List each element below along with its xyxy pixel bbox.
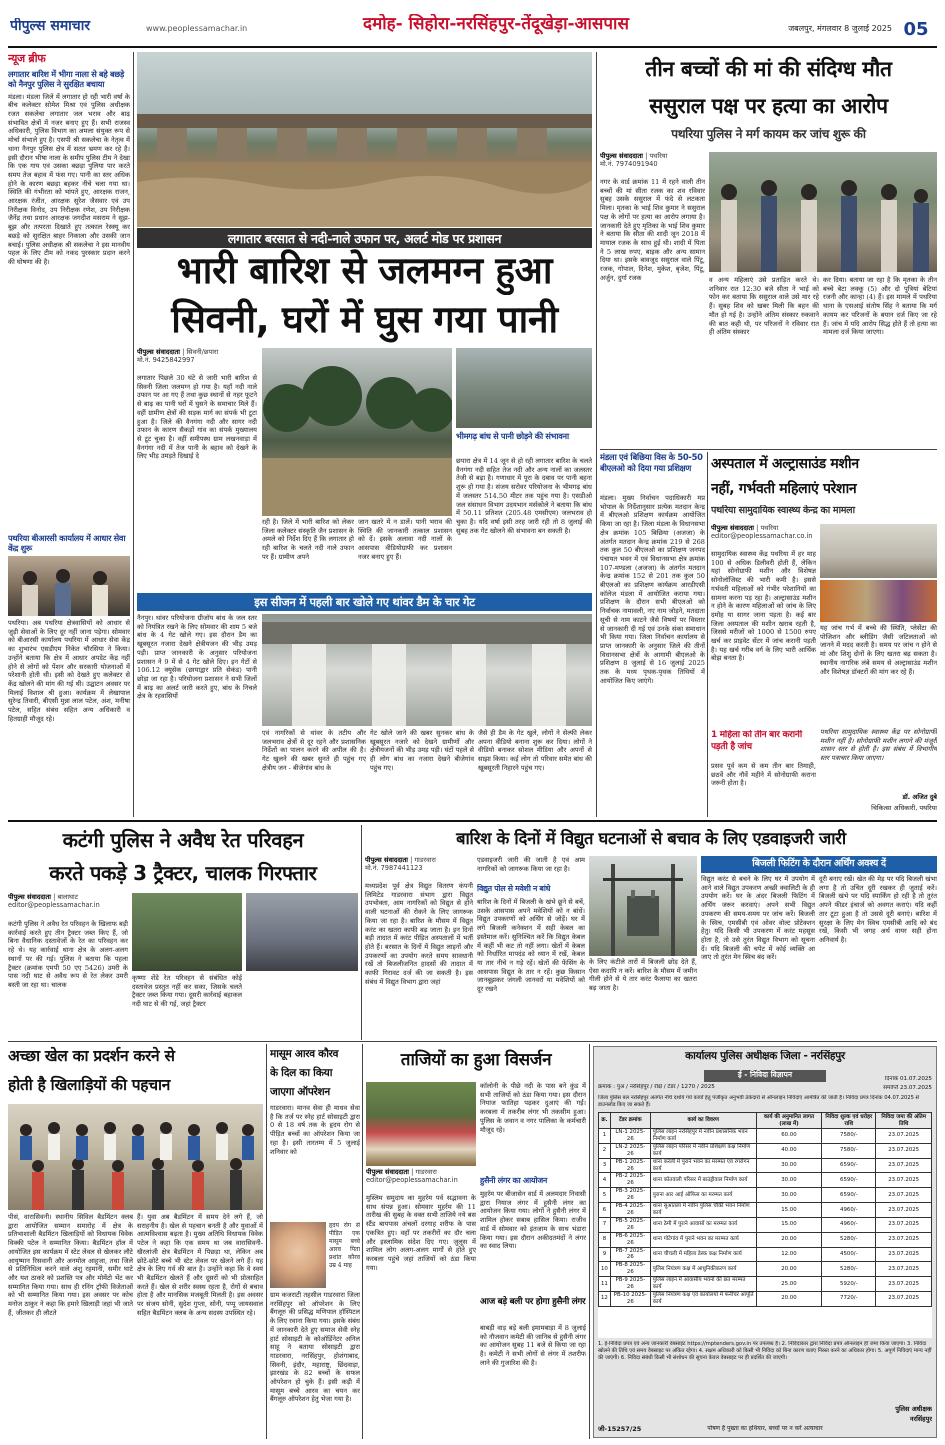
table-cell: 20.00 <box>756 1262 822 1277</box>
byline-org: पीपुल्स संवाददाता <box>711 524 755 532</box>
table-cell: 25.00 <box>756 1277 822 1292</box>
table-cell: 30.00 <box>756 1158 822 1173</box>
tazia-col-1: मुस्लिम समुदाय का मुहर्रम पर्व सद्भावना के साथ संपन्न हुआ। सोमवार मुहर्रम की 11 तारीख की सुबह के वक्त सभी ताजिये नये बस स्टैंड बायपास अंचलों दरगाह शरीफ के पास एकत्रित हुए। वहाँ पर तकरीरों का दौर चला और इस्लामिक संदेश दिए गए। जुलूस में शामिल लोग अलग-अलग मार्गों से होते हुए करबला पहुंचे जहां ताजियों को ठंडा किया गया। <box>366 1194 476 1272</box>
byline-org: पीपुल्स संवाददाता <box>600 152 644 160</box>
sand-tractor-photo <box>246 893 358 971</box>
tender-col-header: कार्य का विवरण <box>650 1113 756 1129</box>
tender-header-row <box>599 1113 932 1129</box>
byline-place: सिवनी/छपारा <box>186 348 219 356</box>
sports-col-2: हैं। युवा अब बैडमिंटन में समय देने लगे हैं, जो सराहनीय है। खेल से पहचान बनती है और युवाओं में आत्मविश्वास बढ़ता है। मुख्य अतिथि विधायक विवेक पटेल ने कहा कि एक समय था जब वारासिवनी-खैरलांजी क्षेत्र बैडमिंटन में पिछड़ा था, लेकिन अब छोटे-छोटे बच्चे भी स्टेट लेवल पर खेलने लगे हैं। यह क्षेत्र के लिए गर्व की बात है। उन्होंने कहा कि वे स्वयं भी बैडमिंटन खेलते हैं और दूसरों को भी प्रोत्साहित करते हैं। खेल से शरीर स्वस्थ रहता है, रोगों से बचाव होता है और मानसिक मजबूती मिलती है। इस अवसर पर संजय सोनी, सुदेश गुप्ता, सोनी, पप्पू जायसवाल सहित बैडमिंटन क्लब के अन्य सदस्य उपस्थित रहे। <box>137 1213 263 1317</box>
table-cell: पुलिस लाइन में आवासीय भवनों की छत मरम्मत कार्य <box>650 1277 756 1292</box>
table-cell: 4960/- <box>822 1203 876 1218</box>
brief-body: मंडला। मंडला जिले में लगातार हो रही भारी वर्षा के बीच कलेक्टर सोमेश मिश्रा एवं पुलिस अधीक्षक रजत सकलेचा लगातार जल भराव और बाढ़ संभावित क्षेत्रों में नजर बनाए हुए हैं। सभी राजस्व अधिकारी, पुलिस विभाग का अमला संयुक्त रूप से मोर्चा संभाले हुए है। एसपी श्री सकलेचा के नेतृत्व में थाना नैनपुर पुलिस क्षेत्र में सतत भ्रमण कर रहे है। इसी दौरान भीषा नाला के समीप पुलिस टीम ने देखा कि एक गाय एवं उसका बछड़ा पुलिया पार करते समय तेज बहाव में फंस गए। पानी का स्तर अधिक होने के कारण बछड़ा बहकर नीचे चला गया था। स्थिति की गंभीरता को भांपते हुए, आरक्षक राजन, आरक्षक रंजीत, आरक्षक सुरेश जैसवार एवं उप निरीक्षक विनोद, उप निरीक्षक रणेश, उप निरीक्षक जैनेंद्र तथा प्रधान आरक्षक जगदीश मसराम ने सूझ-बूझ और तत्परता दिखाते हुए तत्काल रेस्क्यू कर बछड़े को सुरक्षित बाहर निकाला और उसकी जान बचाई। पुलिस अधीक्षक श्री सकलेचा ने इस मानवीय पहल के लिए टीम को नकद पुरस्कार प्रदान करने की घोषणा की है। <box>8 92 130 266</box>
byline-place: पथरिया <box>649 152 668 160</box>
table-cell: थाना सुआतला में नवीन पुलिस चौकी भवन निर्माण कार्य <box>650 1203 756 1218</box>
thanwar-headline: इस सीजन में पहली बार खोले गए थांवर डैम के चार गेट <box>137 593 592 611</box>
table-row <box>599 1277 932 1292</box>
table-cell: पुराना आर आई ऑफिस का मरम्मत कार्य <box>650 1188 756 1203</box>
electric-byline: पीपुल्स संवाददाता | गाडरवारा मो.नं. 7987441123 <box>365 856 473 880</box>
table-cell: पुलिस लाइन परिसर में नवीन प्रशिक्षण कक्ष निर्माण कार्य <box>650 1143 756 1158</box>
table-cell: 10 <box>599 1262 611 1277</box>
masthead-rule <box>8 46 937 48</box>
table-cell: 11 <box>599 1277 611 1292</box>
table-cell: 6590/- <box>822 1158 876 1173</box>
electric-sidebar-col-1: विद्युत करंट से बचने के लिए घर में उपयोग में आने वाले विद्युत उपकरण अच्छी क्वालिटी के ही उपयोग करें। घर के अंदर बिजली फिटिंग में अर्थिंग जरूर करवाएं। अपने सभी विद्युत उपकरण की समय-समय पर जांच करें। बिजली के स्विच, एमसीबी एवं ओवर वोल्ट प्रोटेक्शन हेतु। यदि किसी भी उपकरण में करंट महसूस होता है, तो उसे तुरंत विद्युत विभाग को सूचना दें। यदि बिजली की चपेट में कोई व्यक्ति आ जाए तो तुरंत मेन स्विच बंद करें। <box>701 875 815 962</box>
table-cell: 6590/- <box>822 1188 876 1203</box>
byline-place: गाडरवारा <box>415 1168 437 1176</box>
table-cell: 30.00 <box>756 1188 822 1203</box>
table-cell: 7580/- <box>822 1129 876 1144</box>
tender-end-date: समाप्ति 23.07.2025 <box>883 1085 932 1091</box>
table-cell: 23.07.2025 <box>876 1173 932 1188</box>
sand-headline-1: कटंगी पुलिस ने अवैध रेत परिवहन <box>62 828 304 852</box>
bridge-arches-icon <box>137 52 592 227</box>
table-cell: 23.07.2025 <box>876 1129 932 1144</box>
table-cell: 12 <box>599 1291 611 1306</box>
byline-mobile: मो.नं. 9425842997 <box>137 356 195 365</box>
table-cell: 3 <box>599 1158 611 1173</box>
table-cell: 8 <box>599 1232 611 1247</box>
sand-col-1: कटंगी पुलिस ने अवैध रेत परिवहन के खिलाफ बड़ी कार्रवाई करते हुए तीन ट्रैक्टर जब्त किए हैं, जो बिना वैधानिक दस्तावेजों के रेत का परिवहन कर रहे थे। यह कार्रवाई थाना क्षेत्र के अलग-अलग स्थानों पर की गई। पुलिस ने बताया कि पहला ट्रैक्टर (क्रमांक एमपी 50 एए 5426) उमरी के पास नदी घाट से अवैध रूप से रेत लेकर उमरी बस्ती जा रहा था। चालक <box>8 920 128 989</box>
table-cell: 23.07.2025 <box>876 1203 932 1218</box>
section-divider <box>600 449 937 450</box>
tender-table <box>598 1112 932 1307</box>
tazia-photo <box>366 1082 476 1166</box>
brief-label: न्यूज ब्रीफ <box>8 52 46 65</box>
table-cell: 5920/- <box>822 1277 876 1292</box>
flood-headline-1: भारी बारिश से जलमग्न हुआ <box>176 249 553 292</box>
hospital-headline-1: अस्पताल में अल्ट्रासाउंड मशीन <box>711 456 859 472</box>
flood-col-2: रही है। जिले में भारी बारिश को लेकर जिला कलेक्टर संस्कृति जैन प्रशासन के अमले को निर्देश दिए हैं कि लगातार हो रही बारिश के चलते नदी नाले उफान पर हैं। ग्रामीण अपने <box>262 518 354 561</box>
byline-email: editor@peoplessamachar.in <box>366 1176 458 1185</box>
tender-slogan: पोषण है पुख्ता का हथियार, बच्चों पर न करें अत्याचार <box>707 1425 823 1432</box>
thanwar-col-4: जैसे ही डैम के गेट खुले, लोगों ने सेल्फी लेकर अपना वीडियो बनाना शुरू कर दिया। लोगों ने वीडियो बनाकर सोशल मीडिया और अपनों से साझा किया। कई लोग तो परिवार समेत बांध की खूबसूरती निहारने पहुंच गए। <box>478 729 592 772</box>
table-cell: 1 <box>599 1129 611 1144</box>
table-cell: 30.00 <box>756 1173 822 1188</box>
table-cell: 23.07.2025 <box>876 1143 932 1158</box>
people-silhouettes-icon <box>8 556 130 616</box>
child-side: हृदय रोग से पीड़ित एक मासूम बच्चे आरव पिता प्रशांत कौरव उम्र 4 माह <box>329 1222 360 1269</box>
death-col-3: कर दिया। बताया जा रहा है कि मृतका के तीन बच्चे बेटा लक्कू (5) और दो पुत्रियां बेटियां रजनी और कान्हा (4) हैं। इस मामले में पथरिया थाना के एसआई संतोष सिंह ने बताया कि मर्ग कायम कर परिजनों के बयान दर्ज किए जा रहे हैं। जांच में यदि आरोप सिद्ध होते हैं तो हत्या का मामला दर्ज किया जाएगा। <box>823 276 937 337</box>
table-row <box>599 1232 932 1247</box>
table-cell: 4960/- <box>822 1217 876 1232</box>
byline-mobile: मो.नं. 7987441123 <box>365 864 423 873</box>
tender-col-header: कार्य की अनुमानित लागत (लाख में) <box>756 1113 822 1129</box>
table-cell: 23.07.2025 <box>876 1188 932 1203</box>
table-row <box>599 1247 932 1262</box>
flood-headline-2: सिवनी, घरों में घुस गया पानी <box>171 298 558 341</box>
website: www.peoplessamachar.in <box>146 24 248 33</box>
table-cell: पुलिस नियंत्रण कक्ष में आधुनिकीकरण कार्य <box>650 1262 756 1277</box>
byline-place: पथरिया <box>760 524 779 532</box>
table-cell: 23.07.2025 <box>876 1217 932 1232</box>
tender-col-header: निविदा जमा की अंतिम तिथि <box>876 1113 932 1129</box>
thanwar-dam-photo <box>262 614 592 726</box>
table-cell: PB-8 2025-26 <box>610 1262 650 1277</box>
column-divider <box>133 52 134 817</box>
brief-headline-2: पथरिया बीआरसी कार्यालय में आधार सेवा केंद्र शुरू <box>8 532 126 553</box>
table-cell: PB-7 2025-26 <box>610 1247 650 1262</box>
transformer-icon <box>589 856 697 956</box>
tender-notes: 1. ई-निविदा प्रपत्र एवं अन्य जानकारी वेबसाइट https://mptenders.gov.in पर उपलब्ध है। 2. निविदाकार द्वारा निविदा प्रपत्र ऑनलाइन ही जमा किया जाएगा। 3. निविदा खोलने की तिथि एवं समय वेबसाइट पर अंकित रहेगा। 4. सक्षम अधिकारी को किसी भी निविदा को बिना कारण बताए निरस्त करने का अधिकार होगा। 5. अपूर्ण निविदाएं मान्य नहीं की जाएंगी। 6. निविदा संबंधी किसी भी संशोधन की सूचना केवल वेबसाइट पर ही प्रदर्शित की जाएगी। <box>598 1341 932 1362</box>
tazia-headline: ताजियों का हुआ विसर्जन <box>400 1050 552 1070</box>
table-row <box>599 1173 932 1188</box>
tazia-col-2b: मुहर्रम पर बीजासेन वार्ड में अलमदार निवासी द्वारा नियाज लंगर में हुसैनी लंगर का आयोजन किया गया। लोगों ने हुसैनी लंगर में शामिल होकर सबाब हासिल किया। राजीव वार्ड में सोमवार को इंतजाम के साथ भंडारा किया गया। इस दौरान अकीदतमंदों ने लंगर का स्वाद लिया। <box>480 1190 586 1251</box>
table-cell: पुलिस लाइन नरसिंहपुर में नवीन प्रशासनिक भवन निर्माण कार्य <box>650 1129 756 1144</box>
table-cell: 23.07.2025 <box>876 1277 932 1292</box>
table-cell: 2 <box>599 1143 611 1158</box>
child-photo <box>270 1222 326 1288</box>
thanwar-col-2: एवं नागरिकों से थांवर के तटीय और जलभराव क्षेत्रों से दूर रहने और प्रशासनिक निर्देशों का पालन करने की अपील की है। गेट खुलने की खबर सुनते ही पहुंच गए क्षेत्रीय जन - बीजेगांव बांध के <box>262 729 366 772</box>
table-cell: 7 <box>599 1217 611 1232</box>
table-cell: थाना ठेमी में पुराने आवासों का मरम्मत कार्य <box>650 1217 756 1232</box>
table-cell: 7720/- <box>822 1291 876 1306</box>
table-cell: 6590/- <box>822 1173 876 1188</box>
table-row <box>599 1262 932 1277</box>
table-row <box>599 1217 932 1232</box>
dateline: जबलपुर, मंगलवार 8 जुलाई 2025 <box>788 24 892 33</box>
electric-col-2: एडवाइजरी जारी की जाती है एवं आम नागरिकों को जागरूक किया जा रहा है। <box>477 856 585 873</box>
tender-intro: जिला पुलिस बल नरसिंहपुर अंतर्गत नीचे दर्शाये गये कार्यों हेतु पंजीकृत अनुभवी ठेकेदारों से ऑनलाइन निविदाएं आमंत्रित की जाती हैं। निविदा प्रपत्र दिनांक 04.07.2025 से डाउनलोड किए जा सकते हैं। <box>598 1095 920 1108</box>
thanwar-col-1: नैनपुर। थांवर परियोजना ग्रीजॉय बांध के जल स्तर को नियंत्रित रखने के लिए सोमवार की शाम 5 बजे बांध के 4 गेट खोले गए। इस दौरान डैम का खूबसूरत नजारा देखने क्षेत्रीयजन की भीड़ उमड़ पड़ी। प्राप्त जानकारी के अनुसार परियोजना प्रशासन ने 9 में से 4 गेट खोले दिए। इन गेटों से 106.12 क्यूसेक (छायाद्वार प्रति सेकंड) पानी छोड़ा जा रहा है। परियोजना प्रशासन ने सभी जिलों में बाढ़ का अलर्ट जारी करते हुए, बांध के निचले क्षेत्र के रहवासियों <box>137 614 257 701</box>
flood-bridge-photo <box>137 52 592 227</box>
table-cell: 6 <box>599 1203 611 1218</box>
table-cell: 20.00 <box>756 1291 822 1306</box>
byline-mobile: मो.नं. 7974091940 <box>600 160 658 169</box>
sand-police-photo <box>132 893 242 971</box>
section-divider <box>8 1041 937 1042</box>
table-cell: LN-2 2025-26 <box>610 1143 650 1158</box>
bhimgarh-body: छपारा क्षेत्र में 14 जून से हो रही लगातार बारिश के चलते वैनगंगा नदी सहित तेज नदी और अन्य नालों का जलस्तर तेजी से बढ़ा है। गणाधार में पूरा के दबाव पर पानी बहना शुरू हो गया है। संजय सरोवर परियोजना के भीमगढ़ बांध में जलस्तर 514.50 मीटर तक पहुंच गया है। एसडीओ जल संसाधन विभाग उदयभान मर्सकोले ने बताया कि बांध में 50.11 प्रतिशत (205.48 एमसीएम) जलभराव हो चुका है। यदि वर्षा इसी तरह जारी रही तो 8 जुलाई की सुबह तक गेट खोलने की संभावना बन सकती है। <box>456 457 592 535</box>
column-divider <box>266 1044 267 1439</box>
brief-headline: लगातार बारिश में भीगा नाला से बहे बछड़े को नैनपुर पुलिस ने सुरक्षित बचाया <box>8 69 124 90</box>
hospital-col-1: सामुदायिक स्वास्थ्य केंद्र पथरिया में हर माह 100 से अधिक डिलीवरी होती हैं, लेकिन यहां सोनोग्राफी मशीन और विशेषज्ञ सोनोलॉजिस्ट की भारी कमी है। इससे गर्भवती महिलाओं को गंभीर परेशानियों का सामना करना पड़ रहा है। अल्ट्रासाउंड मशीन न होने के कारण महिलाओं को जांच के लिए दमोह या सागर जाना पड़ता है। कई बार जिला अस्पताल की मशीन खराब रहती है, जिससे मरीजों को 1000 से 1500 रुपए खर्च कर प्राइवेट सेंटर में जांच करानी पड़ती है। यह खर्च गरीब वर्ग के लिए भारी आर्थिक बोझ बनता है। <box>711 550 816 663</box>
death-subhead: पथरिया पुलिस ने मर्ग कायम कर जांच शुरू की <box>671 127 866 141</box>
byline-email: editor@peoplessamachar.in <box>8 901 100 910</box>
dam-gates-icon <box>262 614 592 726</box>
masthead <box>0 0 945 48</box>
hospital-subhead: पथरिया सामुदायिक स्वास्थ्य केन्द्र का मामला <box>711 505 855 516</box>
flood-col-3: जान खतरे में न डालें। पानी भराव की स्थिति की जानकारी तत्काल प्रशासन को दें। इसके अलावा नदी नालों के आसपास वीडियोग्राफी कर प्रशासन नजर बनाए हुए हैं। <box>358 518 452 561</box>
trees-icon <box>262 348 452 516</box>
table-cell: थाना चीचली में महिला डेस्क कक्ष निर्माण कार्य <box>650 1247 756 1262</box>
tazia-col-3: बाबड़ी वाड़ बड़े बली इमामबाड़ा में 8 जुलाई को नौजवान कमेटी की जानिब से हुसैनी लंगर का आयोजन सुबह 11 बजे से किया जा रहा है। कमेटी ने सभी लोगों से लंगर में तशरीफ लाने की गुजारिश की है। <box>480 1324 586 1367</box>
table-row <box>599 1188 932 1203</box>
table-cell: 23.07.2025 <box>876 1262 932 1277</box>
tender-title: ई - निविदा विज्ञापन <box>704 1070 826 1082</box>
table-cell: 23.07.2025 <box>876 1247 932 1262</box>
region-title: दमोह- सिहोरा-नरसिंहपुर-तेंदूखेड़ा-आसपास <box>363 14 629 34</box>
child-body: गाडरवारा। मानव सेवा ही माधव सेवा है कि तर्ज पर स्नेह हार्ट सोसाइटी द्वारा 0 से 18 वर्ष तक के हृदय रोग से पीड़ित बच्चों का ऑपरेशन किया जा रहा है। इसी तारतम्य में 5 जुलाई शनिवार को <box>270 1104 360 1156</box>
table-cell: PB-9 2025-26 <box>610 1277 650 1292</box>
tazia-sub-1: हुसैनी लंगर का आयोजन <box>480 1176 548 1185</box>
hospital-quote-body: प्रसव पूर्व कम से कम तीन बार तिमाही, छठवें और नौवें महीने में सोनोग्राफी कराना जरूरी होता है। <box>711 762 816 788</box>
page-number: 05 <box>903 19 929 40</box>
table-cell: 23.07.2025 <box>876 1232 932 1247</box>
flood-street-photo <box>262 348 452 516</box>
thanwar-col-3: गेट खोले जाने की खबर सुनकर बांध के खूबसूरत नजारे को देखने ग्रामीणों और क्षेत्रीयजनों की भीड़ उमड़ पड़ी। घंटों पहले से ही लोग बांध का नजारा देखने बीजेगांव पहुंच गए। <box>370 729 474 772</box>
hospital-quote-head: 1 महिला को तीन बार करानी पड़ती है जांच <box>711 730 802 752</box>
table-cell: PB-4 2025-26 <box>610 1203 650 1218</box>
table-row <box>599 1129 932 1144</box>
table-cell: 5280/- <box>822 1232 876 1247</box>
child-headline-3: जाएगा ऑपरेशन <box>270 1086 330 1098</box>
table-cell: 23.07.2025 <box>876 1158 932 1173</box>
death-col-2: व अन्य महिलाएं उसे प्रताड़ित करते थे। शनिवार रात 12:30 बजे सीता ने भाई को फोन कर बताया कि ससुराल वाले उसे मार रहे हैं। सुबह शिव को खबर मिली कि बहन की मौत हो गई है। उन्होंने अंतिम संस्कार रुकवाने की बात कही थी, पर परिजनों ने रविवार रात ही अंतिम संस्कार <box>709 276 819 337</box>
column-divider <box>596 52 597 817</box>
table-cell: PB-6 2025-26 <box>610 1232 650 1247</box>
electric-col-1: मध्यप्रदेश पूर्व क्षेत्र विद्युत वितरण कंपनी लिमिटेड गाडरवारा संभाग द्वारा विद्युत उपभोक्ता, आम नागरिकों को विद्युत से होने वाली घटनाओं की रोकने के लिए जागरूक किया जा रहा है। बारिश के मौसम में विद्युत करंट का खतरा काफी बढ़ जाता है। इन दिनों बड़ी तादात में करंट पीड़ित अस्पतालों में भर्ती होते हैं। बरसात के दिनों में विद्युत लाइनों और उपकरणों का उपयोग करते समय सावधानी रखें तो बिजलीजनित हादसों की तादात में काफी गिरावट दर्ज की जा सकती है। इस संबंध में विद्युत विभाग द्वारा जहां <box>365 882 473 986</box>
hospital-col-2: यह जांच गर्भ में बच्चे की स्थिति, प्लेसेंटा की पोजिशन और ब्लीडिंग जैसी जटिलताओं को जानने में मदद करती है। समय पर जांच न होने से मां और शिशु दोनों के लिए खतरा बढ़ सकता है। स्थानीय नागरिक लंबे समय से अल्ट्रासाउंड मशीन और विशेषज्ञ डॉक्टरों की मांग कर रहे हैं। <box>820 624 937 676</box>
table-cell: 5 <box>599 1188 611 1203</box>
hospital-waiting-photo <box>820 580 937 622</box>
hospital-officer-name: डॉ. अजित दुबे <box>902 793 937 801</box>
people-silhouettes-icon <box>709 152 937 272</box>
column-divider <box>361 825 362 1040</box>
table-cell: थाना गोटेगांव में पुराने भवन का मरम्मत कार्य <box>650 1232 756 1247</box>
death-byline: पीपुल्स संवाददाता | पथरिया मो.नं. 7974091940 <box>600 152 705 176</box>
table-cell: थाना करेली में पुराने भवन का मरम्मत एवं रंगरोगन कार्य <box>650 1158 756 1173</box>
tender-ref: जी-15257/25 <box>598 1425 642 1433</box>
byline-place: गाडरवारा <box>414 856 436 864</box>
hospital-byline: पीपुल्स संवाददाता | पथरिया editor@peoplessamachar.co.in <box>711 524 816 548</box>
table-cell: 15.00 <box>756 1217 822 1232</box>
byline-org: पीपुल्स संवाददाता <box>365 856 409 864</box>
child-col-2: ग्राम कजराटी तहसील गाडरवारा जिला नरसिंहपुर को ऑपरेशन के लिए बैंगलूरु की प्रसिद्ध मणिपाल हॉस्पिटल के लिए रवाना किया गया। इसके संबंध में जानकारी देते हुए समाज सेवी स्नेह हार्ट सोसाइटी के कोऑर्डिनेटर अनिल साहू ने बताया सोसाइटी द्वारा गाडरवारा, नरसिंहपुर, होशंगाबाद, सिवनी, इंदौर, महाराष्ट्र, छिंदवाड़ा, झारखंड के 82 बच्चों के सफल ऑपरेशन हो चुके हैं। इसी कड़ी में मासूम बच्चे आरव का चयन कर बैंगलूरु ऑपरेशन हेतु भेजा गया है। <box>270 1291 360 1404</box>
electric-headline: बारिश के दिनों में विद्युत घटनाओं से बचाव के लिए एडवाइजरी जारी <box>456 829 846 848</box>
table-row <box>599 1158 932 1173</box>
table-row <box>599 1143 932 1158</box>
table-cell: PB-2 2025-26 <box>610 1173 650 1188</box>
sand-col-2: कृष्णा शेंडे रेत परिवहन से संबंधित कोई दस्तावेज प्रस्तुत नहीं कर सका, जिसके चलते ट्रैक्टर जब्त किया गया। दूसरी कार्रवाई बहाकल नदी घाट से की गई, जहां ट्रैक्टर <box>132 974 242 1009</box>
transformer-photo <box>589 856 697 956</box>
death-headline-2: ससुराल पक्ष पर हत्या का आरोप <box>649 94 888 118</box>
table-cell: 4 <box>599 1173 611 1188</box>
sports-headline-2: होती है खिलाड़ियों की पहचान <box>8 1076 171 1094</box>
table-cell: PB-1 2025-26 <box>610 1158 650 1173</box>
bhimgarh-dam-photo <box>456 348 592 428</box>
tazia-sub-2: आज बड़े बली पर होगा हुसैनी लंगर <box>480 1297 586 1307</box>
section-divider <box>8 820 937 822</box>
table-row <box>599 1291 932 1306</box>
bhimgarh-headline: भीमगढ़ बांध से पानी छोड़ने की संभावना <box>456 431 569 441</box>
tender-office: कार्यालय पुलिस अधीक्षक जिला - नरसिंहपुर <box>685 1050 845 1062</box>
byline-org: पीपुल्स संवाददाता <box>366 1168 410 1176</box>
sports-team-photo <box>8 1104 263 1210</box>
table-cell: थाना कोतवाली परिसर में बाउंड्रीवाल निर्माण कार्य <box>650 1173 756 1188</box>
tender-col-header: निविदा शुल्क एवं धरोहर राशि <box>822 1113 876 1129</box>
table-cell: 20.00 <box>756 1232 822 1247</box>
tender-signatory: पुलिस अधीक्षक <box>895 1405 932 1413</box>
table-cell: LN-1 2025-26 <box>610 1129 650 1144</box>
booth-headline: मंडला एवं बिछिया विस के 50-50 बीएलओ को दिया गया प्रशिक्षण <box>600 452 703 473</box>
tender-col-header: क्र. <box>599 1113 611 1129</box>
child-headline-1: मासूम आरव कौरव <box>270 1048 339 1060</box>
tender-notice-no: क्रमांक : पुअ / नरसिंहपुर / रक्षि / टेंडर / 1270 / 2025 <box>598 1084 715 1090</box>
electric-col-2b: बारिश के दिनों में बिजली के खंभे छूने से बचें, उसके आसपास अपने मवेशियों को न बांधें। विद्युत उपकरणों को अर्थिंग से जोड़ें। घर में लगे बिजली कनेक्शन में सही केबल का इस्तेमाल करें। सुनिश्चित करें कि विद्युत केबल में कहीं भी कट तो नहीं लगा। खेतों में केबल को निर्धारित मापदंड को ध्यान में रखें, केबल या तार नीचे न गड़े रहें। खेतों की फेंसिंग के आसपास विद्युत के तार न रहें। कुछ किसान जानबूझकर जंगली जानवरों या मवेशियों को दूर रखने <box>477 898 585 994</box>
byline-org: पीपुल्स संवाददाता <box>137 348 181 356</box>
byline-place: बालाघाट <box>57 893 79 901</box>
table-cell: 23.07.2025 <box>876 1291 932 1306</box>
flood-col-1: लगातार पिछले 30 घंटे से जारी भारी बारिश से सिवनी जिला जलमग्न हो गया है। यहाँ नदी नाले उफान पर आ गए हैं तथा कुछ स्थानों से नहर फूटने से बाढ़ का पानी घरों में घुसने के समाचार मिले हैं। वहीं ग्रामीण क्षेत्रों की सड़क मार्ग का संपर्क भी टूटा हुआ है। जिले की वैनगंगा नदी और सागर नदी उफान के कारण सैकड़ों गांव का संपर्क मुख्यालय से टूट चुका है। वहीं समीपस्थ ग्राम लखनवाड़ा में वैनगंगा नदी में तेज पानी के बहाव को देखने के लिए भीड़ उमड़ते दिखाई दे <box>137 374 257 461</box>
table-cell: 9 <box>599 1247 611 1262</box>
tender-table-wrap <box>598 1112 932 1338</box>
tender-col-header: टेंडर क्रमांक <box>610 1113 650 1129</box>
flood-kicker: लगातार बरसात से नदी-नाले उफान पर, अलर्ट मोड पर प्रशासन <box>137 228 592 248</box>
byline-org: पीपुल्स संवाददाता <box>8 893 52 901</box>
column-divider <box>362 1044 363 1439</box>
brand-logo: पीपुल्स समाचार <box>10 18 91 34</box>
tender-notice <box>593 1046 937 1438</box>
column-divider <box>589 1044 590 1439</box>
tazia-col-2: कॉलोनी के पीछे नदी के पास बने कुंड में सभी ताजियों को ठंडा किया गया। इस दौरान नियाज फातिहा पढ़कर दुआएं की गईं। करबला में तकरीब लंगर भी तकसीम हुआ। पुलिस के जवान व नगर पालिका के कर्मचारी मौजूद रहे। <box>480 1082 586 1134</box>
booth-body: मंडला। मुख्य निर्वाचन पदाधिकारी मप्र भोपाल के निर्देशानुसार प्रत्येक मतदान केन्द्र में बीएलओ प्रशिक्षण कार्यक्रम आयोजित किया जा रहा है। जिला मंडला के विधानसभा क्षेत्र क्रमांक 105 बिछिया (अजजा) के अंतर्गत मतदान केन्द्र क्रमांक 219 से 268 तक कुल 50 बीएलओ का प्रशिक्षण जनपद पंचायत भवन में एवं विधानसभा क्षेत्र क्रमांक 107-मण्डला (अजजा) के अंतर्गत मतदान केन्द्र क्रमांक 152 से 201 तक कुल 50 बीएलओ का प्रशिक्षण कार्यक्रम आरडीएसी कॉलेज मंडला में आयोजित कराया गया। प्रशिक्षण के दौरान सभी बीएलओ को निर्वाचक नामावली, नए नाम जोड़ने, मतदाता सूची से नाम काटने जैसे विषयों पर विस्तार से जानकारी दी गई एवं उनके संका समाधान भी किया गया। जिला निर्वाचन कार्यालय से प्राप्त जानकारी के अनुसार जिले की तीनों विधानसभा क्षेत्रों के आगामी बीएलओ के प्रशिक्षण 8 जुलाई से 16 जुलाई 2025 तक के मध्य पृथक-पृथक तिथियों में आयोजित किए जाएंगे। <box>600 494 705 685</box>
death-crowd-photo <box>709 152 937 272</box>
hospital-headline-2: नहीं, गर्भवती महिलाएं परेशान <box>711 481 857 497</box>
sports-body: पीसं, वारासिवनी। स्थानीय सिविल बैडमिंटन क्लब द्वारा आयोजित सम्मान समारोह में क्षेत्र के प्रतिभाशाली बैडमिंटन खिलाड़ियों को विधायक विवेक विक्की पटेल ने सम्मानित किया। बैडमिंटन हॉल में आयोजित इस कार्यक्रम में स्टेट लेवल से खेलकर लौटे आयुष्मान रिसवानी और अनमोल आहूजा, तथा जिले से प्रतिनिधित्व करने वाले अंशु रहमानी, समीर घाटे और यश ठाकरे को प्रशस्ति पत्र और मोमेंटो भेंट कर सम्मानित किया गया। साथ ही रनिंग ट्रॉफी विजेताओं को भी सम्मानित किया गया। इस अवसर पर कोच मनोज ठाकुर ने कहा कि हमारे खिलाड़ी जहां भी जाते हैं, जीतकर ही लौटते <box>8 1213 133 1317</box>
table-cell: 4500/- <box>822 1247 876 1262</box>
table-cell: 40.00 <box>756 1143 822 1158</box>
tazia-byline: पीपुल्स संवाददाता | गाडरवारा editor@peoplessamachar.in <box>366 1168 476 1192</box>
child-headline-2: के दिल का किया <box>270 1067 333 1079</box>
hospital-photo <box>820 524 937 578</box>
table-cell: PB-3 2025-26 <box>610 1188 650 1203</box>
electric-sub-1: विद्युत पोल से मवेशी न बांधे <box>477 884 551 893</box>
electric-sidebar-head: बिजली फिटिंग के दौरान अर्थिंग अवश्य दें <box>701 856 937 873</box>
hospital-officer-quote: पथरिया सामुदायिक स्वास्थ्य केंद्र पर सोनोग्राफी मशीन नहीं है। सोनोग्राफी मशीन लगाने की मंजूरी शासन स्तर से होती है। इस संबंध में विभागीय स्तर पत्राचार किया जाएगा। <box>820 728 937 763</box>
sports-headline-1: अच्छा खेल का प्रदर्शन करने से <box>8 1047 175 1065</box>
tender-signatory-place: नरसिंहपुर <box>909 1415 932 1423</box>
tender-issue-date: दिनांक 01.07.2025 <box>884 1076 932 1082</box>
electric-sidebar-col-2: दूरी बनाए रखें। खेत की मेड़ पर यदि बिजली खंभा लगा है तो उचित दूरी रखकर ही जुताई करें। बिजली खंभे पर यदि स्पार्किंग हो रही है तो तुरंत अपने फीडर इंचार्ज को अवगत कराएं। यदि कहीं तार टूटा हुआ है तो उससे दूरी बनाएं। बारिश में सुरक्षा के लिए मेन स्विच एमसीबी आदि को बंद रखें, किसी भी जगह अर्थ वायर सही होना अनिवार्य है। <box>819 875 937 944</box>
brief-body-2: पथरिया। अब पथरिया क्षेत्रवासियों को आधार से जुड़ी सेवाओं के लिए दूर नहीं जाना पड़ेगा। सोमवार को बीआरसी कार्यालय पथरिया में आधार सेवा केंद्र का शुभारंभ एसडीएम निकेत चौरसिया ने किया। उन्होंने बताया कि क्षेत्र में आधार अपडेट केंद्र नहीं होने से लोगों को पेंशन और सरकारी योजनाओं में परेशानी होती थी। इसी को देखते हुए कलेक्टर से केंद्र खोलने की मांग की गई थी। उद्घाटन अवसर पर मिलाई विशाल श्री हुआ। कार्यक्रम में लेखापाल सुरेन्द्र तिवारी, बीएसी मुन्ना लाल पटेल, अंश, मनीषा पटेल, सहित संबंध सहित अन्य अधिकारी व हितग्राही मौजूद रहे। <box>8 619 130 723</box>
byline-email: editor@peoplessamachar.co.in <box>711 532 813 541</box>
electric-col-3: के लिए कंटीले तारों में बिजली छोड़ देते हैं, ऐसा कदापि न करें। बारिश के मौसम में जमीन गीली होने से ये तार करंट फैलाया का खतरा बढ़ जाता है। <box>589 958 697 993</box>
table-cell: PB-5 2025-26 <box>610 1217 650 1232</box>
table-cell: 5280/- <box>822 1262 876 1277</box>
table-cell: 60.00 <box>756 1129 822 1144</box>
death-headline-1: तीन बच्चों की मां की संदिग्ध मौत <box>645 57 892 81</box>
table-cell: 12.00 <box>756 1247 822 1262</box>
people-silhouettes-icon <box>8 1104 263 1210</box>
hospital-officer-title: चिकित्सा अधिकारी, पथरिया <box>871 804 937 812</box>
news-brief-column <box>8 52 130 817</box>
table-cell: पुलिस नियंत्रण कक्ष एवं कार्यालयों में फर्नीचर आपूर्ति कार्य <box>650 1291 756 1306</box>
sand-headline-2: करते पकड़े 3 ट्रैक्टर, चालक गिरफ्तार <box>49 861 317 885</box>
aadhaar-center-photo <box>8 556 130 616</box>
sand-byline: पीपुल्स संवाददाता | बालाघाट editor@peoplessamachar.in <box>8 893 128 917</box>
column-divider <box>707 452 708 817</box>
table-cell: 7580/- <box>822 1143 876 1158</box>
death-col-1: नगर के वार्ड क्रमांक 11 में रहने वाली तीन बच्चों की मां सीता रजक का शव रविवार सुबह उसके ससुराल में फंदे से लटकता मिला। मृतका के भाई शिव कुमार ने ससुराल पक्ष के लोगों पर हत्या का आरोप लगाया है। जानकारी देते हुए मृतिका के भाई शिव कुमार ने बताया कि सीता की शादी जून 2018 में मायाल रजक के साथ हुई थी। शादी में पिता ने 5 लाख रुपए, बाइक और अन्य सामान दिया था। इसके बावजूद ससुराल वाले पिंटू, रजक, गोपाल, दिनेश, मुकेश, बृजेश, पिंटू, अर्जुन, दुर्गा रजक <box>600 178 705 282</box>
table-cell: 15.00 <box>756 1203 822 1218</box>
table-row <box>599 1203 932 1218</box>
flood-byline: पीपुल्स संवाददाता | सिवनी/छपारा मो.नं. 9425842997 <box>137 348 257 372</box>
table-cell: PB-10 2025-26 <box>610 1291 650 1306</box>
